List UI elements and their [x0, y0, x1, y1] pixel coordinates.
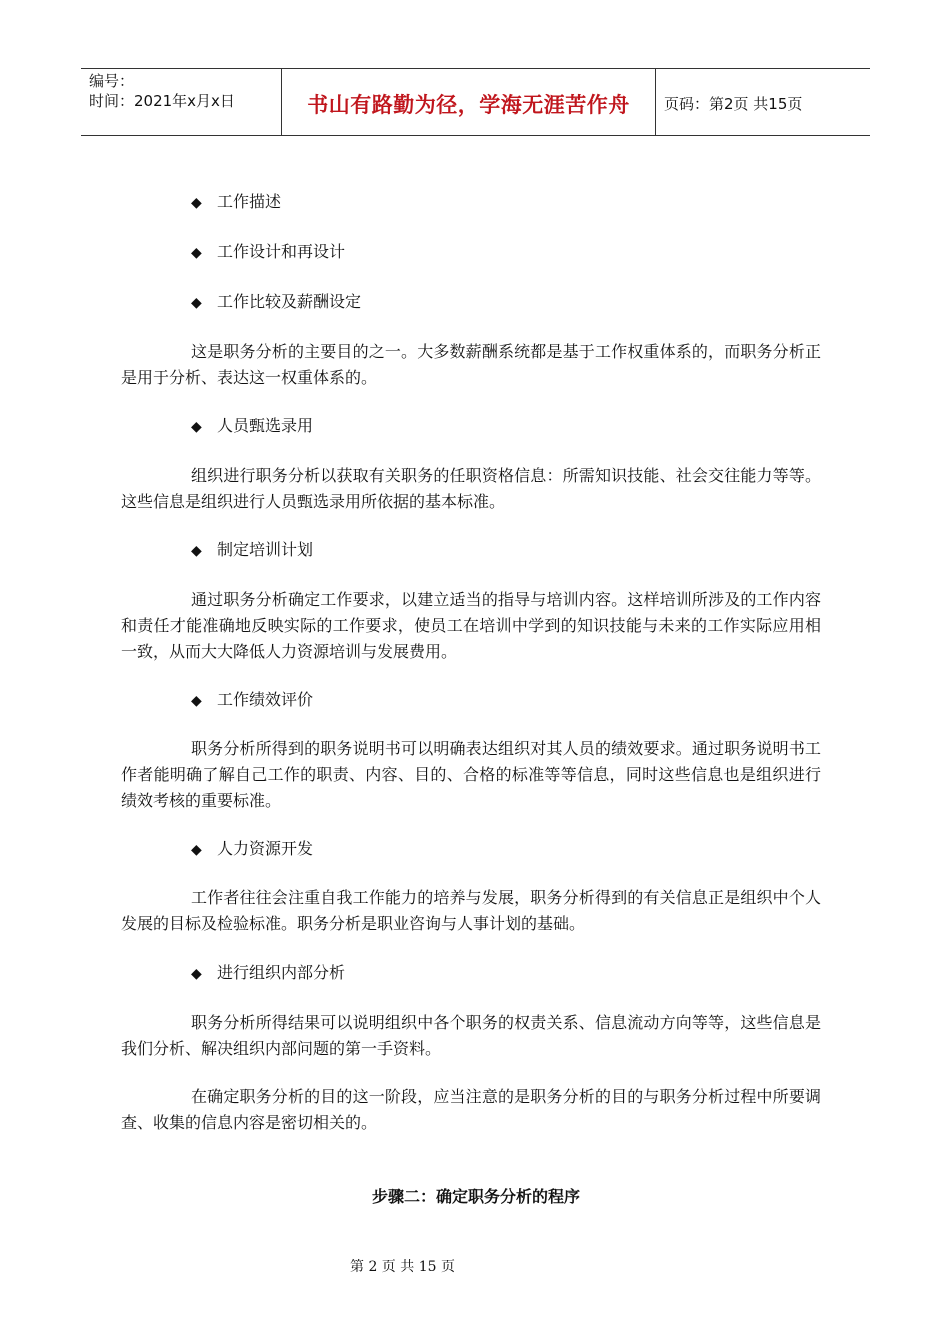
bullet-item: ◆ 人员甄选录用 — [191, 413, 313, 440]
diamond-bullet-icon: ◆ — [191, 693, 202, 709]
header-meta — [81, 69, 282, 135]
page-footer: 第 2 页 共 15 页 — [350, 1259, 455, 1275]
time-label: 时间：2021年x月x日 — [89, 92, 235, 110]
diamond-bullet-icon: ◆ — [191, 419, 202, 435]
diamond-bullet-icon: ◆ — [191, 543, 202, 559]
diamond-bullet-icon: ◆ — [191, 842, 202, 858]
section-heading: 步骤二：确定职务分析的程序 — [371, 1187, 580, 1206]
page-header — [81, 68, 870, 136]
paragraph: 通过职务分析确定工作要求，以建立适当的指导与培训内容。这样培训所涉及的工作内容和责任才能准确地反映实际的工作要求，使员工在培训中学到的知识技能与未来的工作实际应用相一致，从而大大降低人力资源培训与发展费用。 — [121, 590, 821, 661]
header-page-info: 页码：第2页 共15页 — [664, 94, 803, 113]
paragraph: 在确定职务分析的目的这一阶段，应当注意的是职务分析的目的与职务分析过程中所要调查、收集的信息内容是密切相关的。 — [121, 1087, 821, 1132]
paragraph: 组织进行职务分析以获取有关职务的任职资格信息：所需知识技能、社会交往能力等等。这些信息是组织进行人员甄选录用所依据的基本标准。 — [121, 466, 821, 511]
diamond-bullet-icon: ◆ — [191, 245, 202, 261]
bullet-item: ◆ 工作比较及薪酬设定 — [191, 289, 361, 316]
paragraph: 职务分析所得到的职务说明书可以明确表达组织对其人员的绩效要求。通过职务说明书工作者能明确了解自己工作的职责、内容、目的、合格的标准等等信息，同时这些信息也是组织进行绩效考核的重要标准。 — [121, 739, 821, 810]
bullet-item: ◆ 人力资源开发 — [191, 836, 313, 863]
paragraph: 职务分析所得结果可以说明组织中各个职务的权责关系、信息流动方向等等，这些信息是我们分析、解决组织内部问题的第一手资料。 — [121, 1013, 821, 1058]
header-motto: 书山有路勤为径，学海无涯苦作舟 — [282, 69, 656, 135]
diamond-bullet-icon: ◆ — [191, 966, 202, 982]
diamond-bullet-icon: ◆ — [191, 295, 202, 311]
bullet-item: ◆ 制定培训计划 — [191, 537, 313, 564]
bullet-item: ◆ 进行组织内部分析 — [191, 960, 345, 987]
diamond-bullet-icon: ◆ — [191, 195, 202, 211]
number-label: 编号： — [89, 72, 135, 90]
paragraph: 工作者往往会注重自我工作能力的培养与发展，职务分析得到的有关信息正是组织中个人发展的目标及检验标准。职务分析是职业咨询与人事计划的基础。 — [121, 888, 821, 933]
bullet-item: ◆ 工作绩效评价 — [191, 687, 313, 714]
paragraph: 这是职务分析的主要目的之一。大多数薪酬系统都是基于工作权重体系的，而职务分析正是用于分析、表达这一权重体系的。 — [121, 342, 821, 387]
bullet-item: ◆ 工作描述 — [191, 189, 281, 216]
bullet-item: ◆ 工作设计和再设计 — [191, 239, 345, 266]
